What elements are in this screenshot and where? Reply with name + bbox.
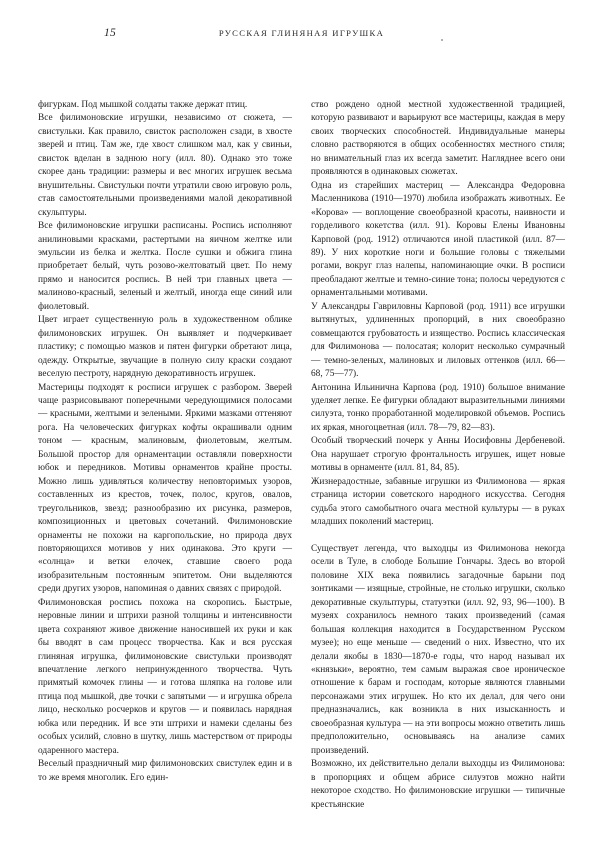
paragraph: Одна из старейших мастериц — Александра Федоровна Масленникова (1910—1970) любила изображать животных. Ее «Корова» — воплощение своеобразной красоты, наивности и горделивого кокетства (илл. 91). Коровы Елены Ивановны Карповой (род. 1912) отличаются иной пластикой (илл. 87—89). У них короткие ноги и большие головы с тяжелыми рогами, вокруг глаз налепы, напоминающие очки. В росписи преобладают желтые и темно-синие тона; полосы чередуются с орнаментальными мотивами.	[311, 180, 565, 299]
right-text-column	[311, 99, 565, 839]
left-text-column	[38, 99, 292, 839]
paragraph: Антонина Ильинична Карпова (род. 1910) большое внимание уделяет лепке. Ее фигурки обладают выразительными линиями силуэта, тонко проработанной моделировкой объемов. Роспись их яркая, многоцветная (илл. 78—79, 82—83).	[311, 382, 565, 433]
page-number: 15	[104, 27, 116, 39]
paragraph: Все филимоновские игрушки, независимо от сюжета, — свистульки. Как правило, свисток расположен сзади, в хвосте зверей и птиц. Там же, где хвост слишком мал, как у свиньи, свисток вделан в заднюю ногу (илл. 80). Однако это тоже скорее дань традиции: размеры и вес многих игрушек весьма внушительны. Свистульки почти утратили свою игровую роль, став самостоятельными произведениями малой декоративной скульптуры.	[38, 113, 292, 218]
paragraph: Возможно, их действительно делали выходцы из Филимонова: в пропорциях и общем абрисе силуэтов можно найти некоторое сходство. Но филимоновские игрушки — типичные крестьянские	[311, 759, 565, 810]
paragraph: Цвет играет существенную роль в художественном облике филимоновских игрушек. Он выявляет и подчеркивает пластику; с помощью мазков и пятен фигурки обретают лица, одежду. Открытые, звучащие в полную силу краски создают веселую пестроту, нарядную декоративность игрушек.	[38, 315, 292, 380]
paragraph: Жизнерадостные, забавные игрушки из Филимонова — яркая страница истории советского народного искусства. Сегодня судьба этого самобытного очага местной культуры — в руках младших поколений мастериц.	[311, 476, 565, 528]
paragraph: Мастерицы подходят к росписи игрушек с разбором. Зверей чаще разрисовывают поперечными чередующимися полосами — красными, желтыми и зелеными. Яркими мазками оттеняют рога. На человеческих фигурках кофты окрашивали одним тоном — красным, малиновым, фиолетовым, желтым. Большой простор для орнаментации оставляли поверхности юбок и передников. Мотивы орнаментов крайне просты. Можно лишь удивляться количеству неповторимых узоров, составленных из крестов, точек, полос, кругов, овалов, треугольников, звезд; разнообразию их рисунка, размеров, композиционных и цветовых сочетаний. Филимоновские орнаменты не похожи на каргопольские, но природа двух повторяющихся мотивов у них одинакова. Это круги — «солнца» и ветки елочек, ставшие своего рода изобразительным постоянным эпитетом. Они выделяются среди других узоров, напоминая о давних связях с природой.	[38, 382, 292, 595]
text-columns	[38, 99, 565, 839]
paragraph: ство рождено одной местной художественной традицией, которую развивают и варьируют все мастерицы, каждая в меру своих творческих способностей. Индивидуальные манеры словно растворяются в общих особенностях местного стиля; но внимательный глаз их всегда заметит. Нагляднее всего они проявляются в одинаковых сюжетах.	[311, 100, 565, 178]
paragraph: Все филимоновские игрушки расписаны. Роспись исполняют анилиновыми красками, растертыми на яичном желтке или эмульсии из белка и желтка. После сушки и обжига глина приобретает белый, чуть розово-желтоватый цвет. По нему прямо и наносится роспись. В ней три главных цвета — малиново-красный, зеленый и желтый, иногда еще синий или фиолетовый.	[38, 221, 292, 312]
scan-speck	[441, 39, 443, 41]
paragraph: У Александры Гавриловны Карповой (род. 1911) все игрушки вытянутых, удлиненных пропорций, в них своеобразно совмещаются грубоватость и изящество. Роспись классическая для Филимонова — полосатая; колорит несколько сумрачный — темно-зеленых, малиновых и лиловых оттенков (илл. 66—68, 75—77).	[311, 301, 565, 380]
paragraph: Филимоновская роспись похожа на скоропись. Быстрые, неровные линии и штрихи разной толщины и интенсивности цвета сохраняют живое движение наносившей их руки и как бы вводят в сам процесс творчества. Как и вся русская глиняная игрушка, филимоновские свистульки производят впечатление легкого непринужденного творчества. Чуть примятый комочек глины — и готова шляпка на голове или птица под мышкой, две точки с запятыми — и игрушка обрела лицо, несколько росчерков и кругов — и появилась нарядная юбка или передник. И все эти штрихи и намеки сделаны без особых усилий, словно в шутку, лишь мастерством от природы одаренного мастера.	[38, 597, 292, 756]
paragraph: Веселый праздничный мир филимоновских свистулек един и в то же время многолик. Его един-	[38, 759, 292, 783]
paragraph: фигуркам. Под мышкой солдаты также держат птиц.	[38, 100, 248, 110]
running-head	[38, 27, 565, 43]
paragraph: Особый творческий почерк у Анны Иосифовны Дербеневой. Она нарушает строгую фронтальность игрушек, ищет новые мотивы в орнаменте (илл. 81, 84, 85).	[311, 436, 565, 474]
paragraph: Существует легенда, что выходцы из Филимонова некогда осели в Туле, в слободе Большие Гончары. Здесь во второй половине XIX века появились загадочные барыни под зонтиками — изящные, стройные, не столько игрушки, сколько декоративные скульптуры, статуэтки (илл. 92, 93, 96—100). В музеях сохранилось немного таких произведений (самая большая коллекция находится в Государственном Русском музее); но еще меньше — сведений о них. Известно, что их делали якобы в 1830—1870-е годы, что народ называл их «князьки», вероятно, тем самым выражая свое ироническое отношение к барам и господам, которые являются главными персонажами этих игрушек. Но кто их делал, для чего они предназначались, как возникла в них изысканность и своеобразная культура — на эти вопросы можно ответить лишь предположительно, основываясь на анализе самих произведений.	[311, 543, 565, 756]
running-head-title: РУССКАЯ ГЛИНЯНАЯ ИГРУШКА	[218, 28, 385, 38]
